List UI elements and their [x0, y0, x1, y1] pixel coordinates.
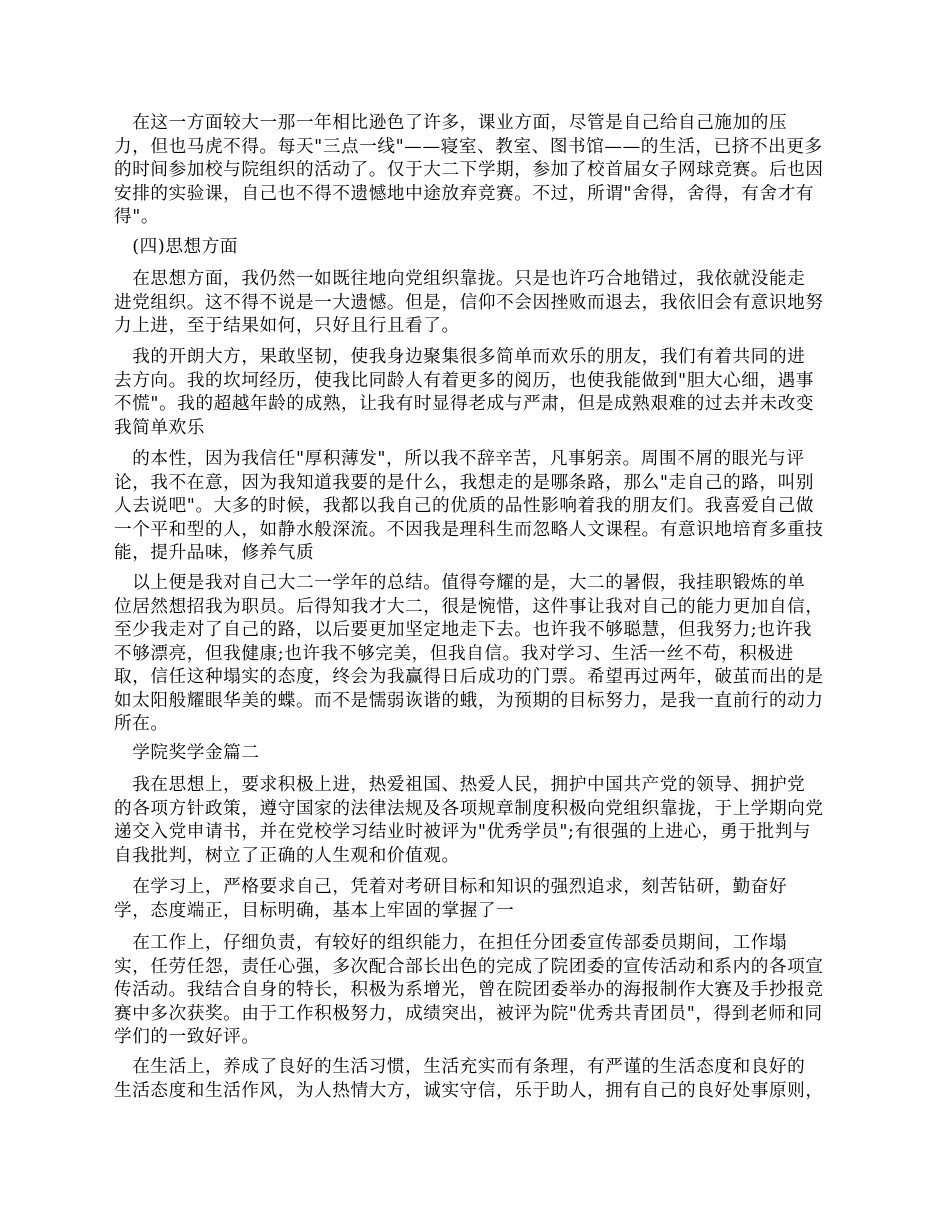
text-line: 能，提升品味，修养气质 [114, 543, 315, 563]
text-line: 我简单欢乐 [114, 417, 205, 438]
text-line: 以上便是我对自己大二一学年的总结。值得夸耀的是，大二的暑假，我挂职锻炼的单 [114, 573, 806, 593]
section-heading [114, 742, 260, 766]
text-line: 力上进，至于结果如何，只好且行且看了。 [114, 316, 460, 336]
paragraph [114, 876, 787, 923]
text-line: 传活动。我结合自身的特长，积极为系增光，曾在院团委举办的海报制作大赛及手抄报竞 [114, 980, 824, 1000]
paragraph [114, 932, 824, 1050]
text-line: 我在思想上，要求积极上进，热爱祖国、热爱人民，拥护中国共产党的领导、拥护党 [114, 775, 806, 795]
paragraph [114, 448, 824, 566]
text-line: 的本性，因为我信任"厚积薄发"，所以我不辞辛苦，凡事躬亲。周围不屑的眼光与评 [114, 449, 805, 469]
text-line: 安排的实验课，自己也不得不遗憾地中途放弃竞赛。不过，所谓"舍得，舍得，有舍才有 [114, 183, 815, 204]
text-line: 我的开朗大方，果敢坚韧，使我身边聚集很多简单而欢乐的朋友，我们有着共同的进 [114, 347, 806, 367]
text-line: 学院奖学金篇二 [114, 743, 260, 763]
text-line: 不慌"。我的超越年龄的成熟，让我有时显得老成与严肃，但是成熟艰难的过去并未改变 [114, 394, 815, 414]
section-heading [114, 236, 238, 260]
text-line: 自我批判，树立了正确的人生观和价值观。 [114, 845, 460, 866]
text-line: 学们的一致好评。 [114, 1027, 260, 1047]
text-line: 力，但也马虎不得。每天"三点一线"——寝室、教室、图书馆——的生活，已挤不出更多 [114, 136, 823, 157]
paragraph [114, 268, 824, 339]
paragraph [114, 1056, 824, 1103]
text-line: 取，信任这种塌实的态度，终会为我赢得日后成功的门票。希望再过两年，破茧而出的是 [114, 667, 824, 687]
text-line: 不够漂亮，但我健康;也许我不够完美，但我自信。我对学习、生活一丝不苟，积极进 [114, 643, 794, 664]
paragraph [114, 774, 824, 868]
text-line: 在思想方面，我仍然一如既往地向党组织靠拢。只是也许巧合地错过，我依就没能走 [114, 269, 806, 289]
text-line: 去方向。我的坎坷经历，使我比同龄人有着更多的阅历，也使我能做到"胆大心细，遇事 [114, 370, 815, 391]
paragraph [114, 572, 824, 737]
text-line: 至少我走对了自己的路，以后要更加坚定地走下去。也许我不够聪慧，但我努力;也许我 [114, 620, 812, 640]
text-line: 在学习上，严格要求自己，凭着对考研目标和知识的强烈追求，刻苦钻研，勤奋好 [114, 877, 788, 897]
text-line: 赛中多次获奖。由于工作积极努力，成绩突出，被评为院"优秀共青团员"，得到老师和同 [114, 1003, 823, 1024]
text-line: 递交入党申请书，并在党校学习结业时被评为"优秀学员";有很强的上进心，勇于批判与 [114, 822, 812, 842]
text-line: 在生活上，养成了良好的生活习惯，生活充实而有条理，有严谨的生活态度和良好的 [114, 1057, 806, 1077]
text-line: 实，任劳任怨，责任心强，多次配合部长出色的完成了院团委的宣传活动和系内的各项宣 [114, 956, 824, 977]
text-line: 位居然想招我为职员。后得知我才大二，很是惋惜，这件事让我对自己的能力更加自信， [114, 596, 824, 617]
text-line: 的各项方针政策，遵守国家的法律法规及各项规章制度积极向党组织靠拢，于上学期向党 [114, 798, 824, 819]
paragraph [114, 112, 824, 230]
text-line: 人去说吧"。大多的时候，我都以我自己的优质的品性影响着我的朋友们。我喜爱自己做 [114, 496, 815, 516]
paragraph [114, 346, 814, 440]
text-line: 论，我不在意，因为我知道我要的是什么，我想走的是哪条路，那么"走自己的路，叫别 [114, 472, 815, 493]
text-line: 得"。 [114, 207, 160, 227]
text-line: 在这一方面较大一那一年相比逊色了许多，课业方面，尽管是自己给自己施加的压 [114, 113, 788, 133]
text-line: 进党组织。这不得不说是一大遗憾。但是，信仰不会因挫败而退去，我依旧会有意识地努 [114, 292, 824, 313]
text-line: 如太阳般耀眼华美的蝶。而不是懦弱诙谐的蛾，为预期的目标努力，是我一直前行的动力 [114, 690, 824, 711]
text-line: 一个平和型的人，如静水般深流。不因我是理科生而忽略人文课程。有意识地培育多重技 [114, 519, 824, 540]
text-line: 学，态度端正，目标明确，基本上牢固的掌握了一 [114, 900, 515, 921]
text-line: 在工作上，仔细负责，有较好的组织能力，在担任分团委宣传部委员期间，工作塌 [114, 933, 788, 953]
text-line: 的时间参加校与院组织的活动了。仅于大二下学期，参加了校首届女子网球竞赛。后也因 [114, 160, 824, 180]
text-line: 所在。 [114, 714, 169, 734]
text-line: 生活态度和生活作风，为人热情大方，诚实守信，乐于助人，拥有自己的良好处事原则， [114, 1080, 824, 1101]
text-line: (四)思想方面 [114, 237, 239, 257]
